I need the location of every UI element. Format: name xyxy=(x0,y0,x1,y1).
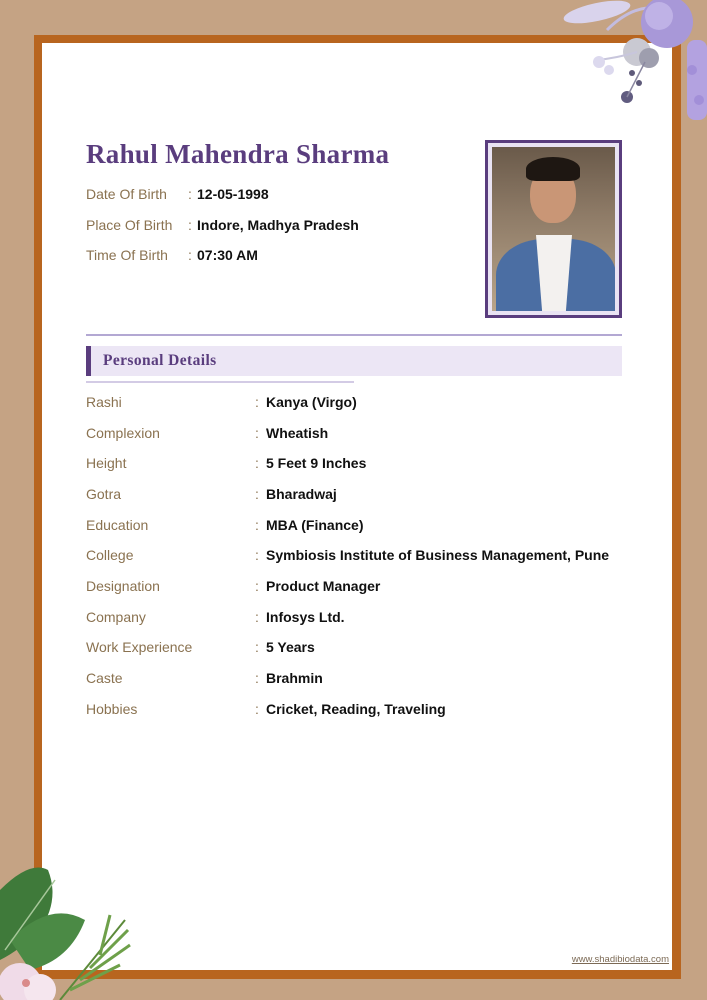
floral-decoration-top-right-icon xyxy=(487,0,707,125)
field-value: Infosys Ltd. xyxy=(266,609,345,625)
separator: : xyxy=(255,394,259,410)
field-value: Symbiosis Institute of Business Management, Pune xyxy=(266,547,610,563)
field-value: 5 Years xyxy=(266,639,315,655)
field-value: 07:30 AM xyxy=(197,247,258,263)
field-value: Brahmin xyxy=(266,670,323,686)
field-label: Education xyxy=(86,517,149,533)
separator: : xyxy=(255,547,259,563)
separator: : xyxy=(188,186,192,202)
field-value: Bharadwaj xyxy=(266,486,337,502)
birth-detail-row xyxy=(86,183,269,205)
website-link[interactable]: www.shadibiodata.com xyxy=(571,954,669,965)
field-label: Designation xyxy=(86,578,160,594)
section-header-personal-details: Personal Details xyxy=(86,346,622,376)
separator: : xyxy=(255,517,259,533)
section-divider xyxy=(86,334,622,336)
separator: : xyxy=(255,701,259,717)
profile-photo xyxy=(485,140,622,318)
profile-name: Rahul Mahendra Sharma xyxy=(86,139,390,169)
field-label: Gotra xyxy=(86,486,122,502)
field-label: Company xyxy=(86,609,146,625)
separator: : xyxy=(255,639,259,655)
separator: : xyxy=(255,455,259,471)
separator: : xyxy=(188,247,192,263)
field-label: Time Of Birth xyxy=(86,247,168,263)
separator: : xyxy=(255,486,259,502)
field-value: MBA (Finance) xyxy=(266,517,364,533)
detail-row xyxy=(86,698,446,720)
floral-decoration-bottom-left-icon xyxy=(0,850,140,1000)
detail-row xyxy=(86,514,363,536)
detail-row xyxy=(86,422,328,444)
field-label: College xyxy=(86,547,134,563)
field-label: Caste xyxy=(86,670,123,686)
field-label: Complexion xyxy=(86,425,160,441)
detail-row xyxy=(86,636,315,658)
field-value: Cricket, Reading, Traveling xyxy=(266,701,446,717)
detail-row xyxy=(86,575,380,597)
detail-row xyxy=(86,483,337,505)
separator: : xyxy=(255,670,259,686)
field-label: Date Of Birth xyxy=(86,186,167,202)
field-value: 12-05-1998 xyxy=(197,186,269,202)
separator: : xyxy=(255,425,259,441)
detail-row xyxy=(86,544,609,566)
birth-detail-row xyxy=(86,214,359,236)
field-label: Work Experience xyxy=(86,639,193,655)
field-label: Place Of Birth xyxy=(86,217,173,233)
person-portrait-icon xyxy=(492,147,615,311)
detail-row xyxy=(86,452,366,474)
field-label: Hobbies xyxy=(86,701,138,717)
field-value: Product Manager xyxy=(266,578,381,594)
field-label: Height xyxy=(86,455,127,471)
field-label: Rashi xyxy=(86,394,122,410)
separator: : xyxy=(255,609,259,625)
detail-row xyxy=(86,606,345,628)
detail-row xyxy=(86,667,323,689)
field-value: Kanya (Virgo) xyxy=(266,394,357,410)
field-value: Wheatish xyxy=(266,425,329,441)
field-value: Indore, Madhya Pradesh xyxy=(197,217,359,233)
section-underline xyxy=(86,381,354,383)
birth-detail-row xyxy=(86,244,258,266)
field-value: 5 Feet 9 Inches xyxy=(266,455,367,471)
detail-row xyxy=(86,391,357,413)
separator: : xyxy=(255,578,259,594)
separator: : xyxy=(188,217,192,233)
